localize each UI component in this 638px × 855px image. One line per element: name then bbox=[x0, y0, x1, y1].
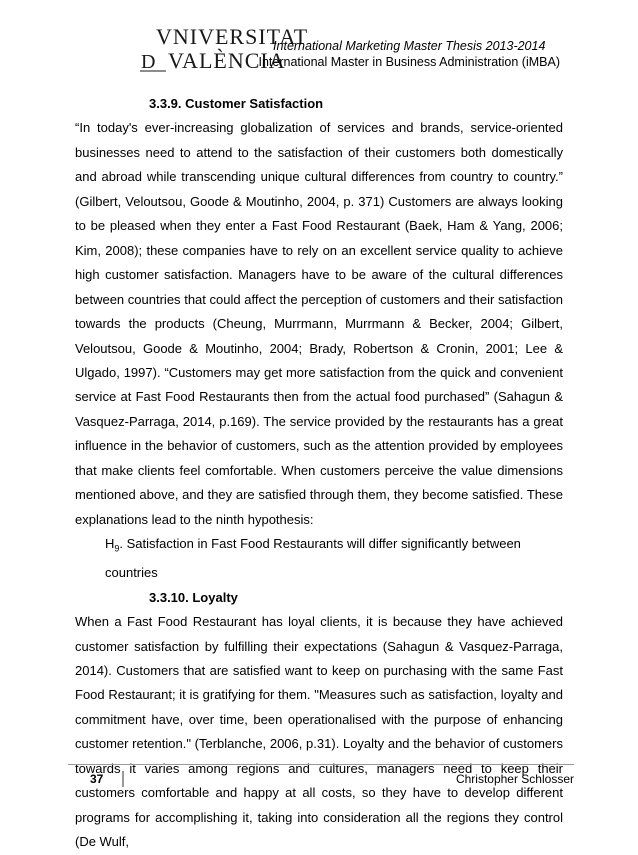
footer-divider bbox=[68, 764, 574, 765]
logo-line-2: VALÈNCIA bbox=[168, 48, 286, 73]
logo-line-1: VNIVERSITAT bbox=[156, 24, 309, 49]
document-body bbox=[75, 92, 563, 855]
section-heading-loyalty: 3.3.10. Loyalty bbox=[149, 589, 238, 605]
header-subtitle: International Master in Business Administration (iMBA) bbox=[258, 55, 560, 69]
university-logo bbox=[138, 24, 309, 76]
page-header bbox=[258, 38, 560, 70]
hypothesis-subscript: 9 bbox=[114, 543, 120, 554]
logo-mark-text: D bbox=[141, 51, 156, 72]
logo-mark-icon bbox=[140, 50, 166, 72]
hypothesis-label: H bbox=[105, 536, 115, 552]
footer-author: Christopher Schlosser bbox=[455, 772, 574, 786]
hypothesis-9 bbox=[75, 532, 563, 586]
hypothesis-text: . Satisfaction in Fast Food Restaurants will differ significantly between countries bbox=[105, 536, 521, 581]
paragraph-satisfaction: “In today's ever-increasing globalization of services and brands, service-oriented businesses need to attend to the satisfaction of their customers both domestically and abroad while transcending unique cultural differences from country to country.” (Gilbert, Veloutsou, Goode & Moutinho, 2004, p. 371) Customers are always looking to be pleased when they enter a Fast Food Restaurant (Baek, Ham & Yang, 2006; Kim, 2008); these companies have to rely on an excellent service quality to achieve high customer satisfaction. Managers have to be aware of the cultural differences between countries that could affect the perception of customers and their satisfaction towards the products (Cheung, Murrmann, Murrmann & Becker, 2004; Gilbert, Veloutsou, Goode & Moutinho, 2004; Brady, Robertson & Cronin, 2001; Lee & Ulgado, 1997). “Customers may get more satisfaction from the quick and convenient service at Fast Food Restaurants then from the actual food purchased” (Sahagun & Vasquez-Parraga, 2014, p.169). The service provided by the restaurants has a great influence in the behavior of customers, such as the attention provided by employees that make clients feel comfortable. When customers perceive the value dimensions mentioned above, and they are satisfied through them, they become satisfied. These explanations lead to the ninth hypothesis: bbox=[75, 120, 563, 527]
page-number: 37 bbox=[86, 771, 124, 787]
paragraph-loyalty: When a Fast Food Restaurant has loyal clients, it is because they have achieved customer satisfaction by fulfilling their expectations (Sahagun & Vasquez-Parraga, 2014). Customers that are satisfied want to keep on purchasing with the same Fast Food Restaurant; it is gratifying for them. "Measures such as satisfaction, loyalty and commitment have, over time, been operationalised with the purpose of enhancing customer retention." (Terblanche, 2006, p.31). Loyalty and the behavior of customers towards it varies among regions and cultures, managers need to keep their customers comfortable and happy at all costs, so they have to develop different programs for accomplishing it, taking into consideration all the regions they control (De Wulf, bbox=[75, 614, 563, 850]
section-heading-satisfaction: 3.3.9. Customer Satisfaction bbox=[149, 96, 324, 111]
header-title: International Marketing Master Thesis 2013-2014 bbox=[273, 39, 546, 53]
